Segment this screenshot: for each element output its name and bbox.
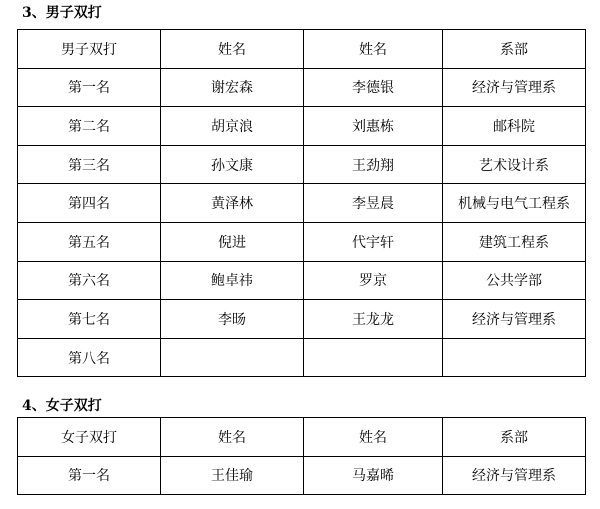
rank-cell: 第四名 bbox=[18, 184, 161, 223]
player-name-cell: 王佳瑜 bbox=[161, 456, 304, 495]
header-cell-name: 姓名 bbox=[161, 30, 304, 69]
player-name-cell bbox=[304, 338, 443, 377]
table-header-row bbox=[18, 30, 586, 69]
player-name-cell: 谢宏森 bbox=[161, 68, 304, 107]
header-cell-name: 姓名 bbox=[304, 418, 443, 457]
player-name-cell: 王龙龙 bbox=[304, 300, 443, 339]
table-row bbox=[18, 145, 586, 184]
department-cell: 艺术设计系 bbox=[443, 145, 586, 184]
header-cell-department: 系部 bbox=[443, 30, 586, 69]
header-cell-name: 姓名 bbox=[304, 30, 443, 69]
rank-cell: 第一名 bbox=[18, 68, 161, 107]
player-name-cell: 罗京 bbox=[304, 261, 443, 300]
player-name-cell: 李德银 bbox=[304, 68, 443, 107]
department-cell: 经济与管理系 bbox=[443, 68, 586, 107]
rank-cell: 第五名 bbox=[18, 222, 161, 261]
department-cell bbox=[443, 338, 586, 377]
player-name-cell: 鲍卓祎 bbox=[161, 261, 304, 300]
player-name-cell: 马嘉晞 bbox=[304, 456, 443, 495]
department-cell: 机械与电气工程系 bbox=[443, 184, 586, 223]
player-name-cell: 李昱晨 bbox=[304, 184, 443, 223]
player-name-cell: 倪进 bbox=[161, 222, 304, 261]
department-cell: 邮科院 bbox=[443, 107, 586, 146]
table-row bbox=[18, 300, 586, 339]
department-cell: 经济与管理系 bbox=[443, 456, 586, 495]
player-name-cell: 胡京浪 bbox=[161, 107, 304, 146]
table-row bbox=[18, 338, 586, 377]
rank-cell: 第八名 bbox=[18, 338, 161, 377]
womens-doubles-table bbox=[17, 417, 586, 495]
section-heading-mens-doubles: 3、男子双打 bbox=[22, 5, 102, 21]
rank-cell: 第二名 bbox=[18, 107, 161, 146]
section-heading-womens-doubles: 4、女子双打 bbox=[22, 398, 102, 414]
rank-cell: 第六名 bbox=[18, 261, 161, 300]
table-row bbox=[18, 184, 586, 223]
department-cell: 公共学部 bbox=[443, 261, 586, 300]
header-cell-department: 系部 bbox=[443, 418, 586, 457]
table-row bbox=[18, 456, 586, 495]
table-row bbox=[18, 107, 586, 146]
player-name-cell: 代宇轩 bbox=[304, 222, 443, 261]
header-cell-category: 女子双打 bbox=[18, 418, 161, 457]
table-row bbox=[18, 222, 586, 261]
table-header-row bbox=[18, 418, 586, 457]
department-cell: 经济与管理系 bbox=[443, 300, 586, 339]
player-name-cell: 李旸 bbox=[161, 300, 304, 339]
player-name-cell: 黄泽林 bbox=[161, 184, 304, 223]
table-row bbox=[18, 68, 586, 107]
player-name-cell: 王劲翔 bbox=[304, 145, 443, 184]
player-name-cell: 刘惠栋 bbox=[304, 107, 443, 146]
mens-doubles-table bbox=[17, 29, 586, 377]
player-name-cell bbox=[161, 338, 304, 377]
rank-cell: 第三名 bbox=[18, 145, 161, 184]
player-name-cell: 孙文康 bbox=[161, 145, 304, 184]
department-cell: 建筑工程系 bbox=[443, 222, 586, 261]
header-cell-category: 男子双打 bbox=[18, 30, 161, 69]
table-row bbox=[18, 261, 586, 300]
rank-cell: 第一名 bbox=[18, 456, 161, 495]
header-cell-name: 姓名 bbox=[161, 418, 304, 457]
rank-cell: 第七名 bbox=[18, 300, 161, 339]
